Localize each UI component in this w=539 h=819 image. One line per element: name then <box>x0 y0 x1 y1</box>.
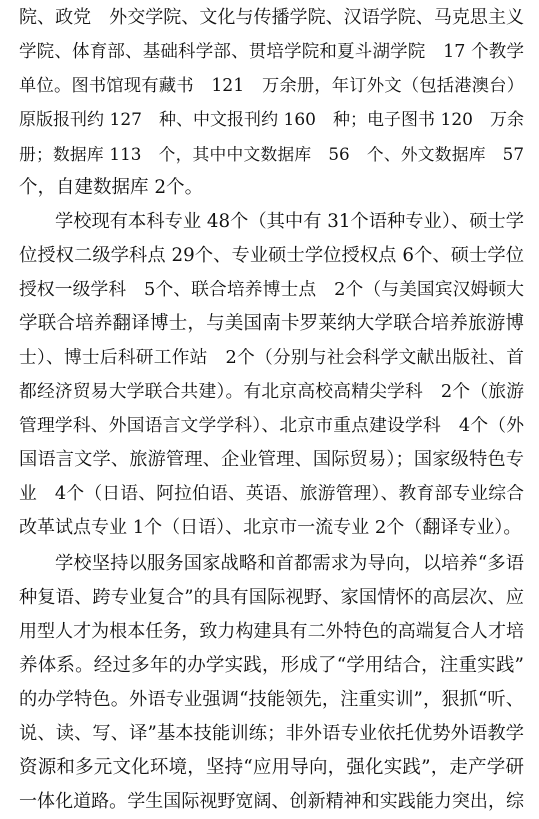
paragraph-1-line-1: 院、政党 外交学院、文化与传播学院、汉语学院、马克思主义 <box>19 7 524 28</box>
paragraph-2-line-10: 改革试点专业 1个（日语）、北京市一流专业 2个（翻译专业）。 <box>19 517 522 538</box>
paragraph-2-line-5: 士）、博士后科研工作站 2个（分别与社会科学文献出版社、首 <box>19 348 524 368</box>
paragraph-2-line-1: 学校现有本科专业 48个（其中有 31个语种专业）、硕士学 <box>55 211 524 232</box>
paragraph-2-line-2: 位授权二级学科点 29个、专业硕士学位授权点 6个、硕士学位 <box>19 245 524 266</box>
paragraph-3-line-7: 资源和多元文化环境，坚持“应用导向，强化实践”，走产学研 <box>19 757 524 778</box>
paragraph-1-line-2: 学院、体育部、基础科学部、贯培学院和夏斗湖学院 17 个教学 <box>19 42 524 62</box>
paragraph-3-line-4: 养体系。经过多年的办学实践，形成了“学用结合，注重实践” <box>19 655 524 676</box>
paragraph-3-line-6: 说、读、写、译”基本技能训练；非外语专业依托优势外语教学 <box>19 723 524 744</box>
paragraph-2-line-7: 管理学科、外国语言文学学科）、北京市重点建设学科 4个（外 <box>19 416 524 436</box>
paragraph-2-line-4: 学联合培养翻译博士，与美国南卡罗莱纳大学联合培养旅游博 <box>19 313 524 334</box>
paragraph-3-line-3: 用型人才为根本任务，致力构建具有二外特色的高端复合人才培 <box>19 621 524 642</box>
paragraph-1-line-3: 单位。图书馆现有藏书 121 万余册，年订外文（包括港澳台） <box>19 76 524 96</box>
paragraph-1-line-5: 册；数据库 113 个，其中中文数据库 56 个、外文数据库 57 <box>19 144 524 164</box>
paragraph-3-line-5: 的办学特色。外语专业强调“技能领先，注重实训”，狠抓“听、 <box>19 689 524 710</box>
paragraph-2-line-3: 授权一级学科 5个、联合培养博士点 2个（与美国宾汉姆顿大 <box>19 280 524 300</box>
paragraph-1-line-6: 个，自建数据库 2个。 <box>19 177 204 198</box>
paragraph-3-line-8: 一体化道路。学生国际视野宽阔、创新精神和实践能力突出，综 <box>19 791 524 812</box>
paragraph-2-line-8: 国语言文学、旅游管理、企业管理、国际贸易）；国家级特色专 <box>19 449 524 470</box>
paragraph-3-line-1: 学校坚持以服务国家战略和首都需求为导向，以培养“多语 <box>55 553 524 574</box>
paragraph-3-line-2: 种复语、跨专业复合”的具有国际视野、家国情怀的高层次、应 <box>19 587 524 608</box>
paragraph-2-line-9: 业 4个（日语、阿拉伯语、英语、旅游管理）、教育部专业综合 <box>19 484 524 504</box>
paragraph-2-line-6: 都经济贸易大学联合共建）。有北京高校高精尖学科 2个（旅游 <box>19 382 524 402</box>
paragraph-1-line-4: 原版报刊约 127 种、中文报刊约 160 种；电子图书 120 万余 <box>19 110 524 130</box>
